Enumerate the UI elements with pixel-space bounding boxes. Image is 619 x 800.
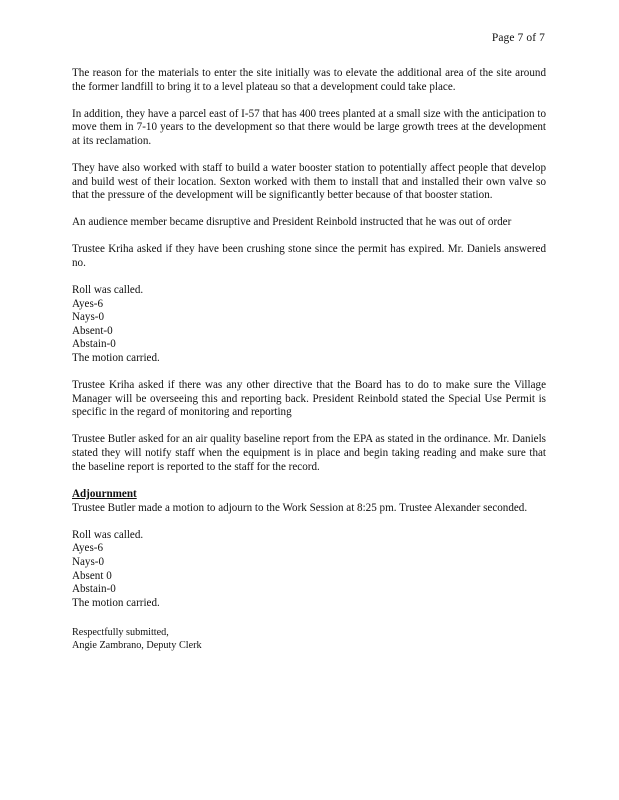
absent-count: Absent 0 <box>72 569 112 582</box>
adjournment-section <box>72 488 546 515</box>
roll-call-text: Roll was called. <box>72 284 144 297</box>
paragraph-booster-station: They have also worked with staff to build a water booster station to potentially affect people that develop and build west of their location. Sexton worked with them to install that and installed their own valve so that the pressure of the development will be significantly better because of that booster station. <box>72 161 546 202</box>
paragraph-board-directive: Trustee Kriha asked if there was any other directive that the Board has to do to make sure the Village Manager will be overseeing this and reporting back. President Reinbold stated the Special Use Permit is specific in the regard of monitoring and reporting <box>72 379 546 419</box>
signer-name: Angie Zambrano, Deputy Clerk <box>72 640 202 652</box>
roll-call-text: Roll was called. <box>72 528 144 541</box>
paragraph-crushing-stone: Trustee Kriha asked if they have been crushing stone since the permit has expired. Mr. Daniels answered no. <box>72 243 546 269</box>
adjournment-motion: Trustee Butler made a motion to adjourn to the Work Session at 8:25 pm. Trustee Alexander seconded. <box>72 501 528 514</box>
signature-block <box>72 626 546 652</box>
page-number: Page 7 of 7 <box>491 32 545 44</box>
motion-result: The motion carried. <box>72 352 160 364</box>
paragraph-landfill-elevation: The reason for the materials to enter the site initially was to elevate the additional area of the site around the former landfill to bring it to a level plateau so that a development could take place. <box>72 67 546 93</box>
paragraph-air-quality: Trustee Butler asked for an air quality baseline report from the EPA as stated in the ordinance. Mr. Daniels stated they will notify staff when the equipment is in place and begin taking reading and make sure that the baseline report is reported to the staff for the record. <box>72 433 546 473</box>
nays-count: Nays-0 <box>72 311 105 324</box>
roll-call-vote-2 <box>72 529 546 611</box>
paragraph-audience-disruption: An audience member became disruptive and President Reinbold instructed that he was out of order <box>72 216 512 229</box>
nays-count: Nays-0 <box>72 556 105 569</box>
abstain-count: Abstain-0 <box>72 338 116 351</box>
absent-count: Absent-0 <box>72 324 113 337</box>
roll-call-vote-1 <box>72 284 546 366</box>
adjournment-heading: Adjournment <box>72 488 137 501</box>
minutes-body <box>72 67 546 652</box>
ayes-count: Ayes-6 <box>72 297 104 310</box>
motion-result: The motion carried. <box>72 596 160 609</box>
paragraph-tree-parcel: In addition, they have a parcel east of I-57 that has 400 trees planted at a small size with the anticipation to move them in 7-10 years to the development so that there would be large growth trees at the development at its reclamation. <box>72 107 546 147</box>
ayes-count: Ayes-6 <box>72 542 104 555</box>
abstain-count: Abstain-0 <box>72 583 116 596</box>
closing-text: Respectfully submitted, <box>72 627 169 639</box>
